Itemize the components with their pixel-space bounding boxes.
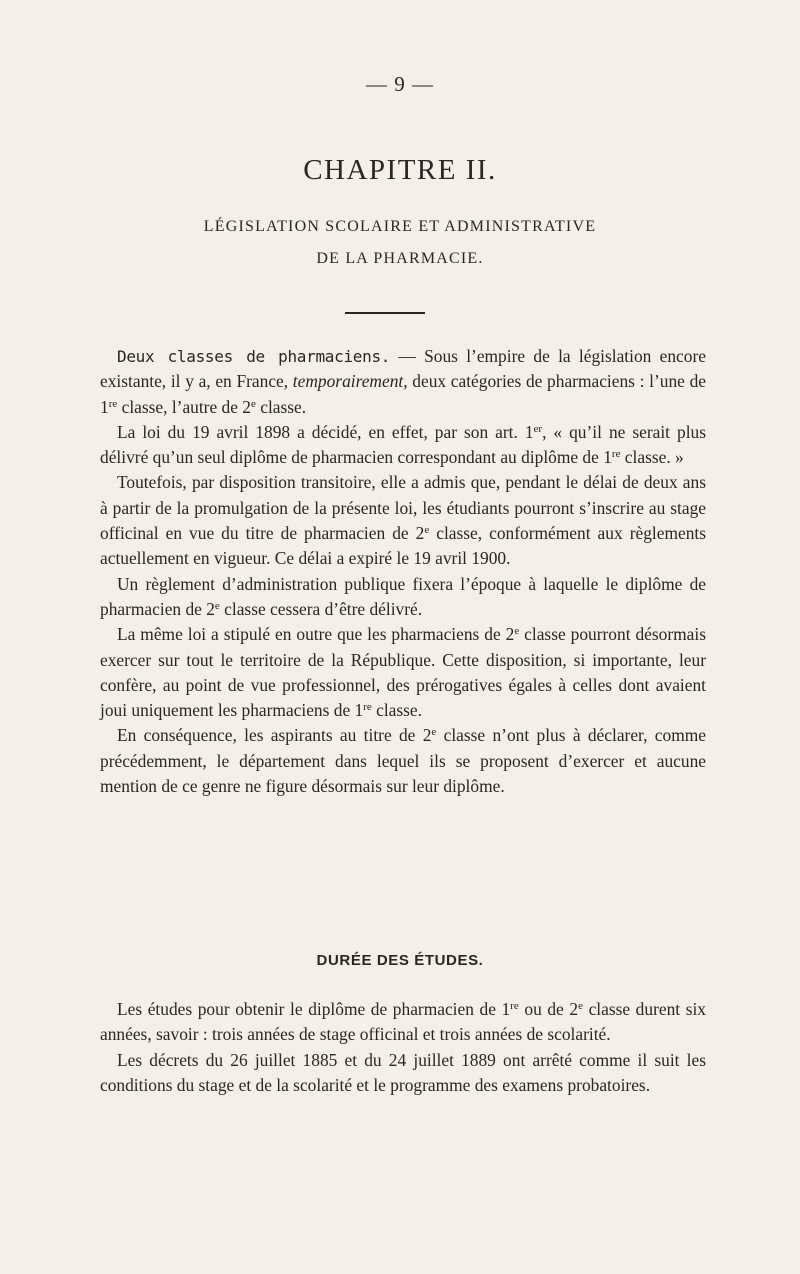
chapter-subtitle-line-2: DE LA PHARMACIE. [316,250,484,267]
chapter-title: CHAPITRE II. [303,154,497,186]
text-run: classe. » [620,447,684,468]
section-1-text [100,344,706,799]
superscript: e [514,625,520,638]
text-run: Les études pour obtenir le diplôme de pharmacien de 1 [117,999,511,1019]
text-run: classe. [371,700,422,721]
text-run: ou de 2 [518,999,579,1019]
superscript: e [251,397,256,410]
paragraph [100,344,706,420]
text-run: classe. [255,396,307,417]
superscript: e [424,524,430,537]
paragraph [100,622,706,723]
text-run: La même loi a stipulé en outre que les pharmaciens de 2 [117,624,515,645]
text-run: — Sous l’empire de la législation encore existante, il y a, en France, [100,346,706,392]
text-run: classe n’ont plus à déclarer, comme précédemment, le département dans lequel ils se proposent d’exercer et aucune mention de ce genre ne figure désormais sur leur diplôme. [100,725,706,797]
text-run: classe pourront désormais exercer sur tout le territoire de la République. Cette disposition, si importante, leur confère, au point de vue professionnel, des prérogatives égales à celles dont avaient joui uniquement les pharmaciens de 1 [100,624,706,721]
paragraph: Les décrets du 26 juillet 1885 et du 24 juillet 1889 ont arrêté comme il suit les conditions du stage et de la scolarité et le programme des examens probatoires. [100,1049,706,1095]
text-run: Un règlement d’administration publique fixera l’époque à laquelle le diplôme de pharmacien de 2 [100,573,706,619]
paragraph [100,997,706,1048]
text-run: , deux catégories de pharmaciens : l’une de 1 [100,371,706,417]
text-run: La loi du 19 avril 1898 a décidé, en effet, par son art. 1 [117,421,534,442]
text-run: classe durent six années, savoir : trois années de stage officinal et trois années de scolarité. [100,999,707,1045]
paragraph [100,572,706,623]
paragraph [100,420,706,471]
text-run: classe cessera d’être délivré. [219,598,423,619]
superscript: e [578,1000,583,1012]
superscript: re [108,397,118,410]
separator-rule [345,312,425,314]
emphasis: temporairement [292,371,404,392]
superscript: e [431,726,437,739]
section-2-text [100,997,706,1098]
chapter-subtitle-line-1: LÉGISLATION SCOLAIRE ET ADMINISTRATIVE [203,218,597,235]
superscript: re [611,448,621,461]
paragraph-lead: Deux classes de pharmaciens. [117,347,391,366]
text-run: Toutefois, par disposition transitoire, elle a admis que, pendant le délai de deux ans à partir de la promulgation de la présente loi, les étudiants pourront s’inscrire au stage officinal en vue du titre de pharmacien de 2 [100,472,706,544]
text-run: classe, l’autre de 2 [117,396,251,417]
text-run: classe, conformément aux règlements actuellement en vigueur. Ce délai a expiré le 19 avril 1900. [100,523,706,569]
section-heading: DURÉE DES ÉTUDES. [316,952,484,969]
superscript: re [363,701,372,714]
paragraph [100,470,706,571]
text-run: , « qu’il ne serait plus délivré qu’un seul diplôme de pharmacien correspondant au diplôme de 1 [100,421,706,468]
superscript: er [533,422,543,435]
text-run: En conséquence, les aspirants au titre de 2 [117,725,432,746]
superscript: e [214,599,220,612]
superscript: re [510,1000,519,1012]
paragraph [100,723,706,799]
page-number: — 9 — [366,72,434,96]
